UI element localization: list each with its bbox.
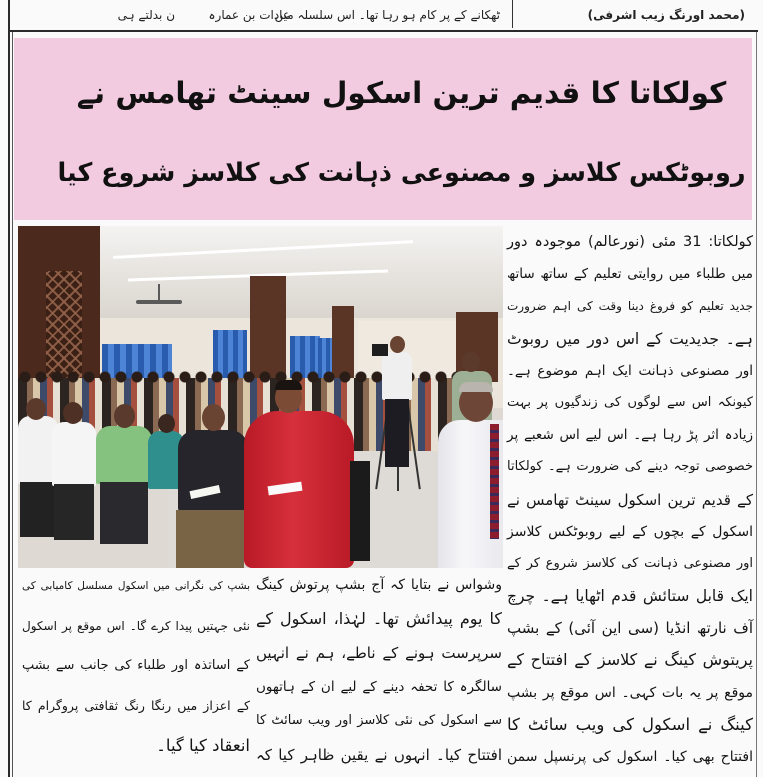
cameraman-head bbox=[390, 336, 405, 353]
bishop-hair bbox=[275, 380, 302, 390]
article-line: افتتاح کیا۔ انہوں نے یقین ظاہر کیا کہ bbox=[256, 746, 502, 764]
article-line: موقع پر یہ بات کہی۔ اس موقع پر بشپ bbox=[507, 684, 753, 701]
article-line: اور مصنوعی ذہانت کی کلاسز شروع کر کے bbox=[507, 555, 753, 571]
audience-member-head bbox=[462, 352, 480, 372]
cropped-text-fragment: ٹھکانے کے پر کام ہو رہا تھا۔ اس سلسلہ میں bbox=[274, 8, 500, 22]
chair-back bbox=[350, 461, 370, 561]
audience-member-head bbox=[63, 402, 83, 424]
article-line: کیونکہ اس سے لوگوں کی زندگیوں پر بہت bbox=[507, 394, 753, 410]
article-line: ایک قابل ستائش قدم اٹھایا ہے۔ چرچ bbox=[507, 587, 753, 606]
article-line: خصوصی توجہ دینے کی ضرورت ہے۔ کولکاتا bbox=[507, 459, 753, 475]
article-middle-column bbox=[256, 568, 502, 772]
article-line: کینگ نے اسکول کی ویب سائٹ کا bbox=[507, 714, 753, 734]
video-camera bbox=[372, 344, 388, 356]
audience-member-head bbox=[158, 414, 175, 433]
headline-box bbox=[14, 38, 752, 220]
article-left-column bbox=[22, 566, 250, 766]
audience-member-trousers bbox=[20, 482, 56, 537]
byline: (محمد اورنگ زیب اشرفی) bbox=[587, 8, 745, 22]
article-line: اسکول کے بچوں کے لیے روبوٹکس کلاسز bbox=[507, 523, 753, 540]
cropped-text-fragment: عادات بن عمارہ bbox=[208, 8, 290, 22]
audience-member-trousers bbox=[54, 484, 94, 540]
article-line: کے اساتذہ اور طلباء کی جانب سے بشپ bbox=[22, 658, 250, 673]
article-line: بشپ کی نگرانی میں اسکول مسلسل کامیابی کی bbox=[22, 580, 250, 592]
article-line: کے اعزاز میں رنگا رنگ ثقافتی پروگرام کا bbox=[22, 698, 250, 713]
event-photo bbox=[18, 226, 503, 568]
article-line: کے قدیم ترین اسکول سینٹ تھامس نے bbox=[507, 490, 753, 509]
article-right-column bbox=[507, 226, 753, 773]
cameraman-shirt bbox=[382, 352, 412, 400]
ceiling-fan-rod bbox=[158, 284, 160, 301]
necktie bbox=[490, 424, 499, 539]
audience-member-shirt bbox=[52, 422, 96, 486]
article-line: وشواس نے بتایا کہ آج بشپ پرتوش کینگ bbox=[256, 577, 502, 593]
article-line: سرپرست ہونے کے ناطے، ہم نے انہیں bbox=[256, 644, 502, 662]
cameraman-trousers bbox=[385, 399, 409, 467]
article-line: ہے۔ جدیدیت کے اس دور میں روبوٹ bbox=[507, 329, 753, 348]
article-line: آف نارتھ انڈیا (سی این آئی) کے بشپ bbox=[507, 619, 753, 638]
khaki-trousers bbox=[176, 510, 244, 568]
audience-member-head bbox=[202, 404, 225, 431]
article-line: کا یوم پیدائش تھا۔ لہٰذا، اسکول کے bbox=[256, 609, 502, 628]
article-line: سالگرہ کا تحفہ دینے کے لیے ان کے ہاتھوں bbox=[256, 679, 502, 695]
article-line: سے اسکول کی نئی کلاسز اور ویب سائٹ کا bbox=[256, 713, 502, 728]
article-line: افتتاح بھی کیا۔ اسکول کی پرنسپل سمن bbox=[507, 749, 753, 765]
grey-hair bbox=[459, 382, 493, 392]
column-border bbox=[756, 30, 757, 777]
article-line: کولکاتا: 31 مئی (نورعالم) موجودہ دور bbox=[507, 234, 754, 250]
audience-member-trousers bbox=[100, 482, 148, 544]
cropped-text-fragment: ن بدلتے ہی bbox=[117, 8, 175, 22]
top-rule bbox=[8, 30, 758, 32]
article-line: پریتوش کینگ نے کلاسز کے افتتاح کے bbox=[507, 650, 753, 670]
green-shirt bbox=[96, 426, 152, 484]
article-line: نئی جہتیں پیدا کرے گا۔ اس موقع پر اسکول bbox=[22, 619, 250, 633]
ceiling-fan bbox=[136, 300, 182, 304]
article-line: اور مصنوعی ذہانت ایک اہم موضوع ہے۔ bbox=[507, 362, 753, 379]
audience-member-head bbox=[26, 398, 46, 420]
audience-member-head bbox=[114, 404, 135, 428]
column-border bbox=[12, 30, 13, 777]
article-line: جدید تعلیم کو فروغ دینا وقت کی اہم ضرورت bbox=[507, 299, 753, 314]
dark-jacket bbox=[178, 430, 248, 512]
article-line: انعقاد کیا گیا۔ bbox=[156, 736, 250, 755]
column-border bbox=[8, 0, 10, 777]
article-line: زیادہ اثر پڑ رہا ہے۔ اس لیے اس شعبے پر bbox=[507, 427, 753, 444]
top-divider bbox=[512, 0, 513, 28]
headline-line-1: کولکاتا کا قدیم ترین اسکول سینٹ تھامس نے bbox=[76, 76, 727, 110]
headline-line-2: روبوٹکس کلاسز و مصنوعی ذہانت کی کلاسز شروع کیا bbox=[57, 158, 746, 188]
article-line: میں طلباء میں روایتی تعلیم کے ساتھ ساتھ bbox=[507, 266, 753, 283]
